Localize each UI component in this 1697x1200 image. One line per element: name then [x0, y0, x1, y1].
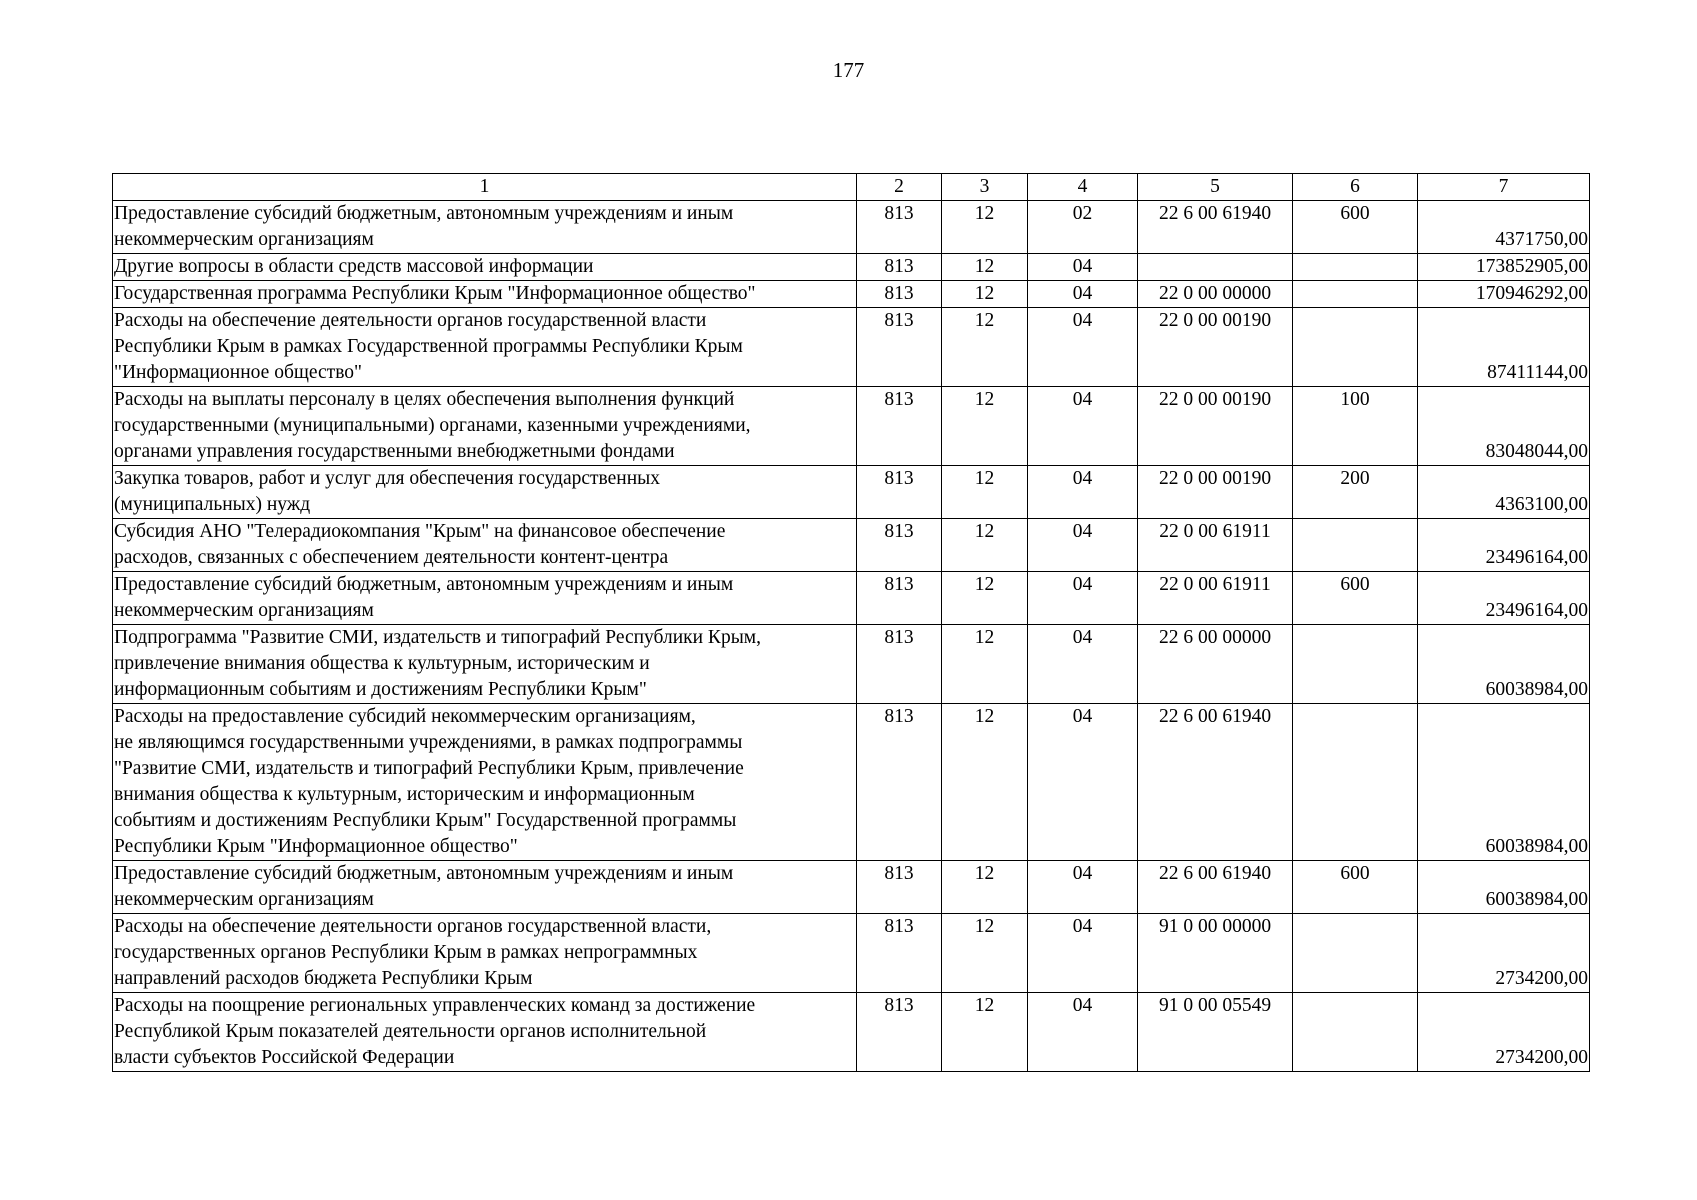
row-description: Расходы на поощрение региональных управленческих команд за достижение Республикой Крым показателей деятельности органов исполнительной власти субъектов Российской Федерации: [113, 993, 857, 1072]
row-amount: 23496164,00: [1418, 519, 1590, 572]
row-amount: 4363100,00: [1418, 466, 1590, 519]
row-col-2: 813: [857, 861, 942, 914]
row-col-5: 22 6 00 00000: [1138, 625, 1293, 704]
row-col-4: 02: [1028, 201, 1138, 254]
row-col-3: 12: [942, 572, 1028, 625]
row-col-4: 04: [1028, 281, 1138, 308]
row-amount: 4371750,00: [1418, 201, 1590, 254]
row-col-2: 813: [857, 519, 942, 572]
row-col-6: 600: [1293, 572, 1418, 625]
row-col-6: 600: [1293, 861, 1418, 914]
row-description: Расходы на обеспечение деятельности органов государственной власти, государственных органов Республики Крым в рамках непрограммных направлений расходов бюджета Республики Крым: [113, 914, 857, 993]
row-col-5: 91 0 00 00000: [1138, 914, 1293, 993]
row-description: Расходы на предоставление субсидий некоммерческим организациям, не являющимся государственными учреждениями, в рамках подпрограммы "Развитие СМИ, издательств и типографий Республики Крым, привлечение внимания общества к культурным, историческим и информационным событиям и достижениям Республики Крым" Государственной программы Республики Крым "Информационное общество": [113, 704, 857, 861]
row-col-5: 22 6 00 61940: [1138, 861, 1293, 914]
row-col-6: [1293, 914, 1418, 993]
row-col-2: 813: [857, 914, 942, 993]
row-col-5: 22 0 00 61911: [1138, 572, 1293, 625]
row-col-3: 12: [942, 201, 1028, 254]
row-col-6: 600: [1293, 201, 1418, 254]
row-col-4: 04: [1028, 308, 1138, 387]
header-col-7: 7: [1418, 174, 1590, 201]
header-col-5: 5: [1138, 174, 1293, 201]
row-description: Подпрограмма "Развитие СМИ, издательств и типографий Республики Крым, привлечение внимания общества к культурным, историческим и информационным событиям и достижениям Республики Крым": [113, 625, 857, 704]
row-amount: 83048044,00: [1418, 387, 1590, 466]
row-col-5: 22 0 00 00190: [1138, 387, 1293, 466]
row-col-3: 12: [942, 281, 1028, 308]
row-col-2: 813: [857, 704, 942, 861]
row-col-3: 12: [942, 387, 1028, 466]
row-col-4: 04: [1028, 861, 1138, 914]
row-col-5: 22 6 00 61940: [1138, 201, 1293, 254]
table-row: [113, 387, 1590, 466]
row-amount: 2734200,00: [1418, 993, 1590, 1072]
row-description: Расходы на выплаты персоналу в целях обеспечения выполнения функций государственными (муниципальными) органами, казенными учреждениями, органами управления государственными внебюджетными фондами: [113, 387, 857, 466]
row-col-5: 22 0 00 00190: [1138, 308, 1293, 387]
row-col-3: 12: [942, 914, 1028, 993]
row-col-3: 12: [942, 519, 1028, 572]
row-col-2: 813: [857, 308, 942, 387]
row-col-2: 813: [857, 387, 942, 466]
row-col-4: 04: [1028, 572, 1138, 625]
row-col-4: 04: [1028, 993, 1138, 1072]
row-col-6: [1293, 625, 1418, 704]
row-col-4: 04: [1028, 704, 1138, 861]
row-col-6: [1293, 704, 1418, 861]
header-col-1: 1: [113, 174, 857, 201]
row-description: Закупка товаров, работ и услуг для обеспечения государственных (муниципальных) нужд: [113, 466, 857, 519]
row-description: Предоставление субсидий бюджетным, автономным учреждениям и иным некоммерческим организациям: [113, 201, 857, 254]
row-col-4: 04: [1028, 519, 1138, 572]
row-col-3: 12: [942, 308, 1028, 387]
row-amount: 2734200,00: [1418, 914, 1590, 993]
row-description: Государственная программа Республики Крым "Информационное общество": [113, 281, 857, 308]
row-amount: 60038984,00: [1418, 625, 1590, 704]
row-amount: 60038984,00: [1418, 861, 1590, 914]
header-row: [113, 174, 1590, 201]
row-col-6: [1293, 519, 1418, 572]
row-col-2: 813: [857, 281, 942, 308]
row-amount: 170946292,00: [1418, 281, 1590, 308]
table-row: [113, 625, 1590, 704]
table-row: [113, 254, 1590, 281]
header-col-3: 3: [942, 174, 1028, 201]
table-row: [113, 704, 1590, 861]
header-col-2: 2: [857, 174, 942, 201]
row-col-5: 22 6 00 61940: [1138, 704, 1293, 861]
row-col-5: 22 0 00 00000: [1138, 281, 1293, 308]
row-col-6: [1293, 993, 1418, 1072]
row-amount: 60038984,00: [1418, 704, 1590, 861]
row-col-6: 100: [1293, 387, 1418, 466]
row-col-2: 813: [857, 993, 942, 1072]
table-row: [113, 861, 1590, 914]
table-row: [113, 308, 1590, 387]
table-row: [113, 281, 1590, 308]
row-col-2: 813: [857, 572, 942, 625]
row-col-3: 12: [942, 704, 1028, 861]
row-col-2: 813: [857, 625, 942, 704]
row-col-4: 04: [1028, 254, 1138, 281]
row-col-3: 12: [942, 466, 1028, 519]
row-col-5: 22 0 00 00190: [1138, 466, 1293, 519]
page-number: 177: [832, 58, 865, 82]
row-col-6: [1293, 308, 1418, 387]
table-row: [113, 466, 1590, 519]
row-col-5: 22 0 00 61911: [1138, 519, 1293, 572]
row-col-2: 813: [857, 201, 942, 254]
row-col-3: 12: [942, 254, 1028, 281]
row-col-2: 813: [857, 466, 942, 519]
row-col-3: 12: [942, 625, 1028, 704]
row-col-4: 04: [1028, 625, 1138, 704]
row-col-6: [1293, 281, 1418, 308]
table-row: [113, 201, 1590, 254]
table-body: [113, 201, 1590, 1072]
table-row: [113, 914, 1590, 993]
row-col-5: 91 0 00 05549: [1138, 993, 1293, 1072]
row-description: Предоставление субсидий бюджетным, автономным учреждениям и иным некоммерческим организациям: [113, 572, 857, 625]
row-col-2: 813: [857, 254, 942, 281]
table-row: [113, 572, 1590, 625]
row-col-6: [1293, 254, 1418, 281]
row-col-5: [1138, 254, 1293, 281]
row-col-3: 12: [942, 993, 1028, 1072]
row-description: Предоставление субсидий бюджетным, автономным учреждениям и иным некоммерческим организациям: [113, 861, 857, 914]
row-col-4: 04: [1028, 914, 1138, 993]
table-row: [113, 519, 1590, 572]
table-header: [113, 174, 1590, 201]
row-col-3: 12: [942, 861, 1028, 914]
row-amount: 23496164,00: [1418, 572, 1590, 625]
row-amount: 87411144,00: [1418, 308, 1590, 387]
table-row: [113, 993, 1590, 1072]
row-amount: 173852905,00: [1418, 254, 1590, 281]
header-col-4: 4: [1028, 174, 1138, 201]
row-description: Другие вопросы в области средств массовой информации: [113, 254, 857, 281]
header-col-6: 6: [1293, 174, 1418, 201]
row-col-4: 04: [1028, 387, 1138, 466]
budget-table: [112, 173, 1590, 1072]
row-col-6: 200: [1293, 466, 1418, 519]
row-description: Расходы на обеспечение деятельности органов государственной власти Республики Крым в рамках Государственной программы Республики Крым "Информационное общество": [113, 308, 857, 387]
row-col-4: 04: [1028, 466, 1138, 519]
row-description: Субсидия АНО "Телерадиокомпания "Крым" на финансовое обеспечение расходов, связанных с обеспечением деятельности контент-центра: [113, 519, 857, 572]
